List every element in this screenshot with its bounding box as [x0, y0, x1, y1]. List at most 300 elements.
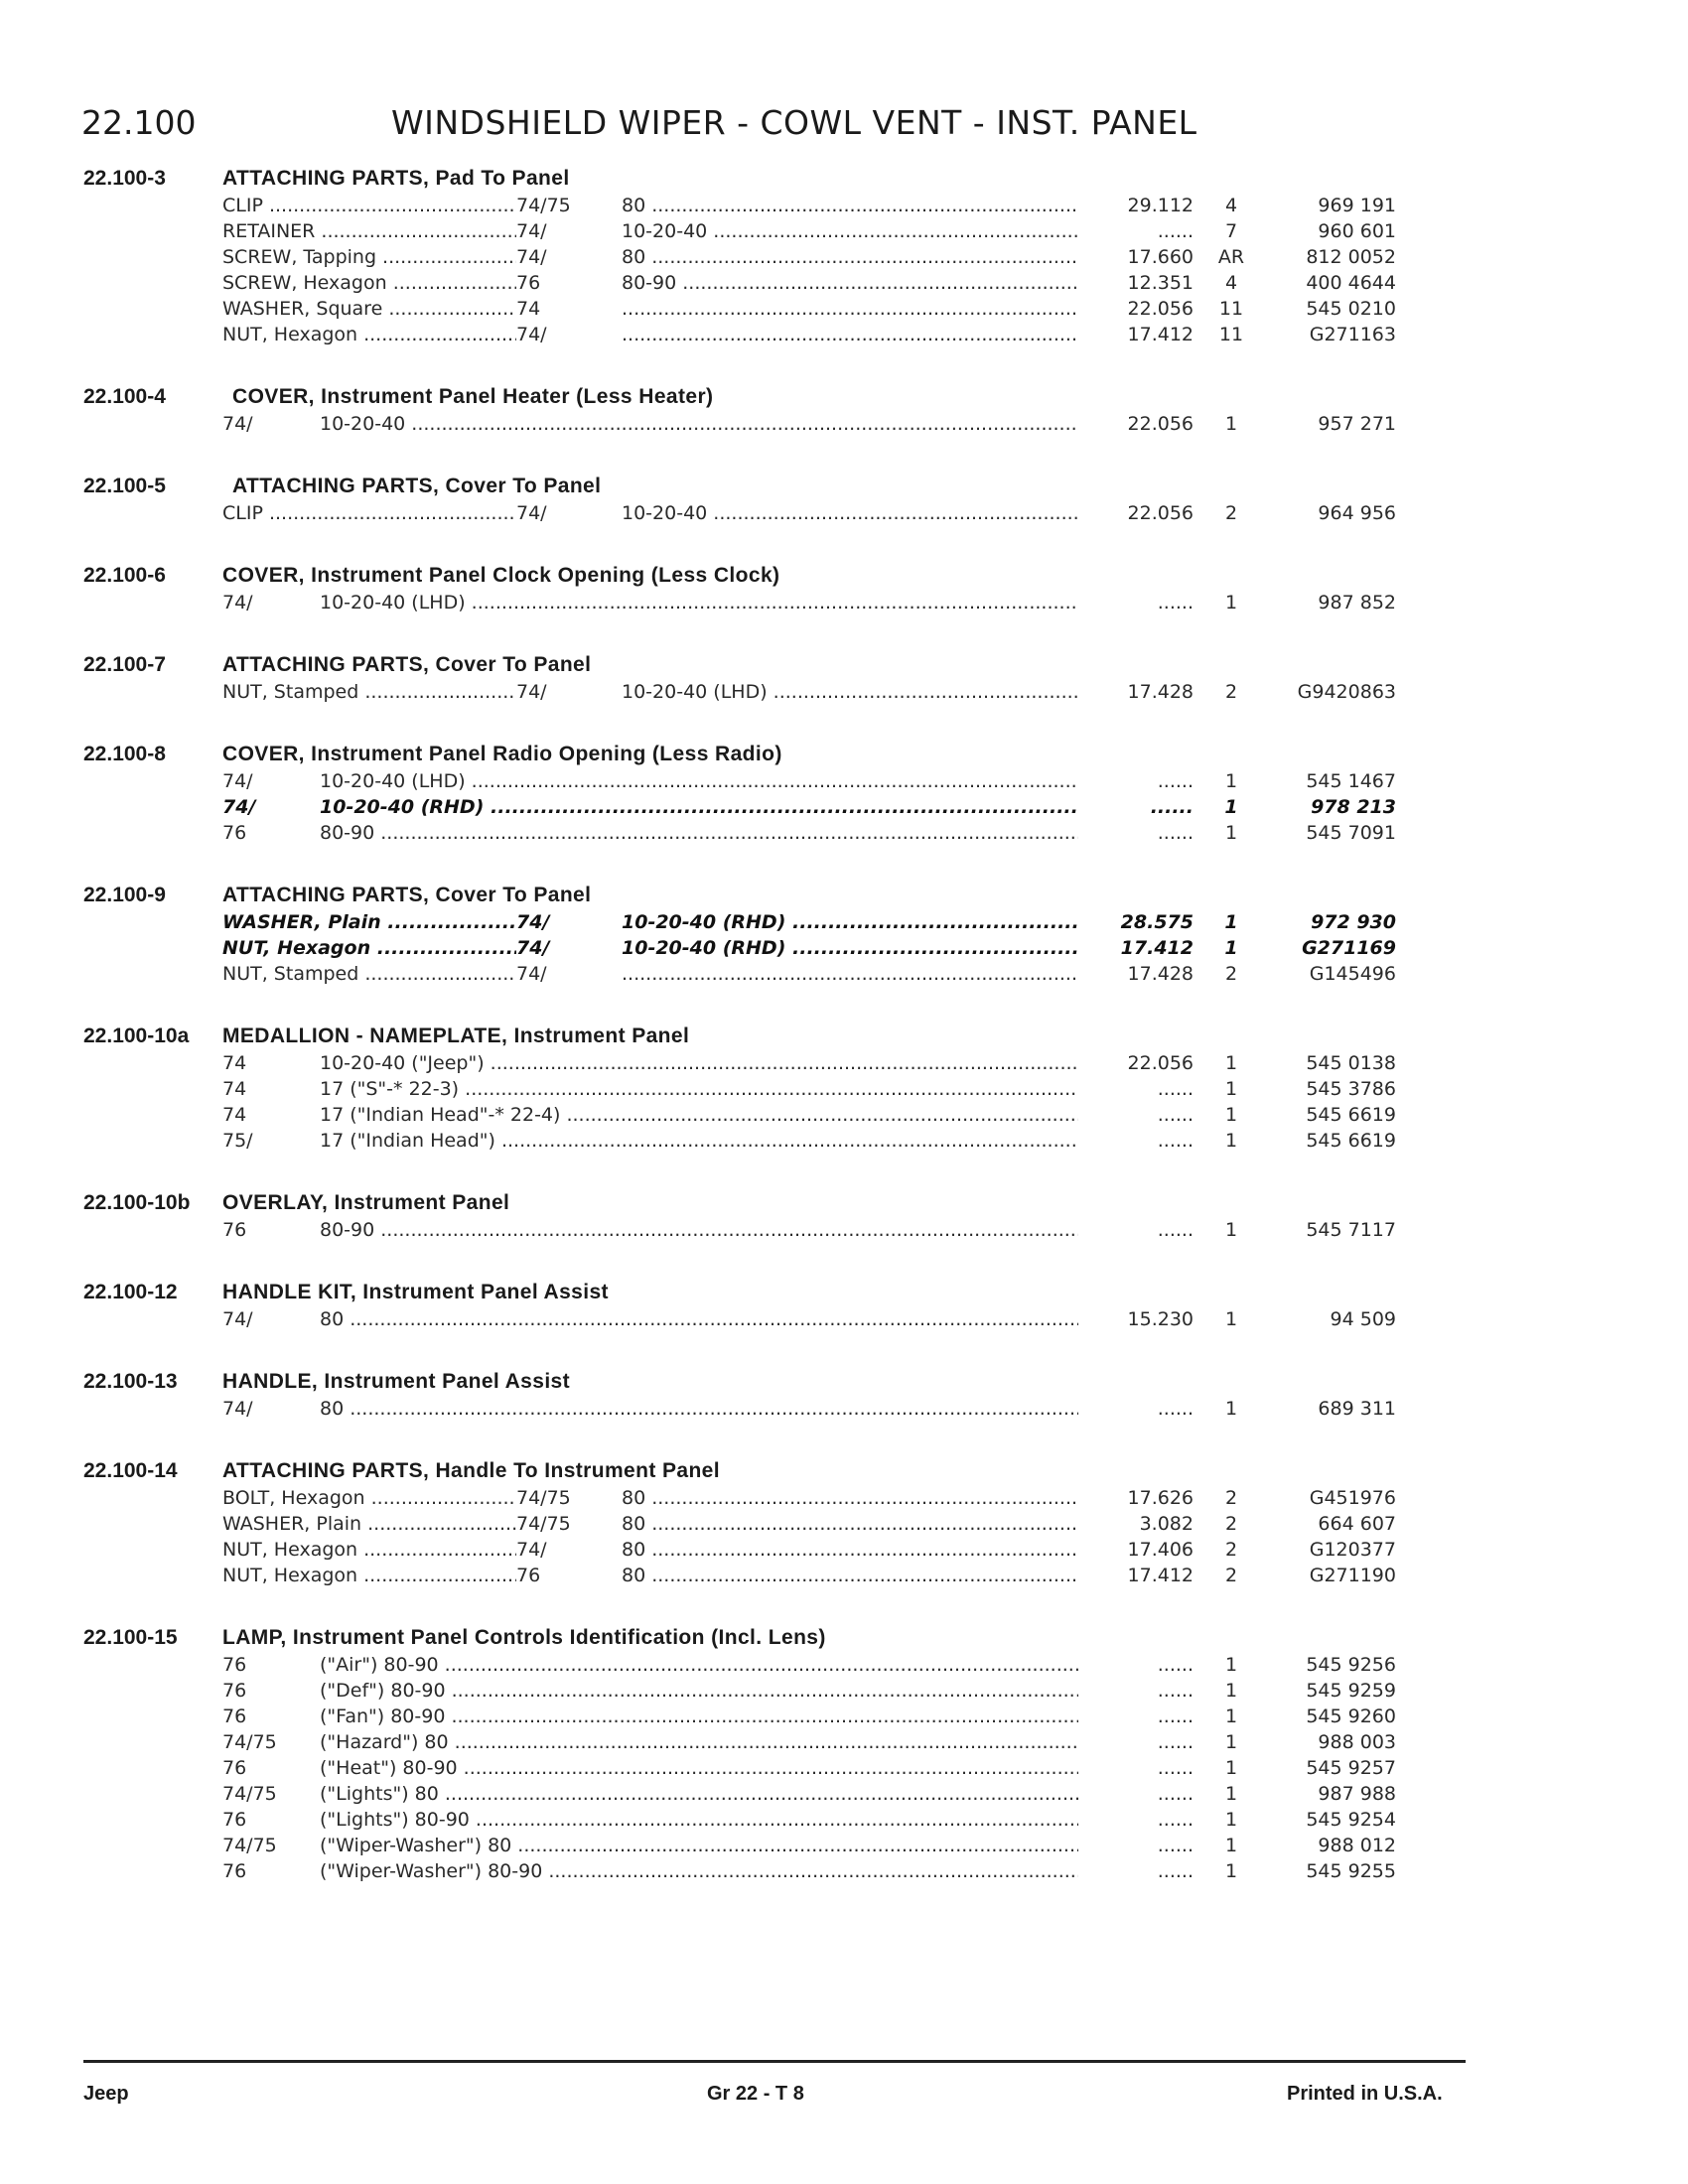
reference-number-text: 29.112: [1127, 195, 1194, 216]
part-row: [0, 1219, 1688, 1245]
quantity-text: 1: [1224, 1308, 1238, 1330]
quantity-text: 1: [1224, 1052, 1238, 1074]
part-application-text: 10-20-40: [320, 413, 406, 435]
quantity-text: 1: [1224, 1731, 1238, 1753]
reference-number: [1082, 1487, 1194, 1509]
group-header: [0, 1024, 1688, 1052]
part-number: [1271, 195, 1396, 216]
part-row: [0, 1130, 1688, 1156]
part-application: [320, 1308, 1078, 1330]
part-name: [222, 220, 516, 242]
part-number: [1271, 1706, 1396, 1727]
reference-number: [1082, 1539, 1194, 1561]
model-code-text: 74: [222, 1078, 247, 1100]
model-code: [516, 298, 616, 320]
part-number-text: 545 9255: [1306, 1860, 1396, 1882]
part-number-text: 545 9254: [1306, 1809, 1396, 1831]
reference-number-text: 17.660: [1127, 246, 1194, 268]
part-application-text: ("Def") 80-90: [320, 1680, 446, 1702]
part-number-text: 960 601: [1318, 220, 1396, 242]
footer-divider: [83, 2060, 1466, 2063]
quantity-text: 1: [1224, 1860, 1238, 1882]
part-application: [622, 502, 1078, 524]
part-number: [1271, 822, 1396, 844]
model-code: [222, 796, 318, 818]
part-number: [1271, 1130, 1396, 1152]
model-code: [516, 963, 616, 985]
quantity-text: 1: [1224, 1219, 1238, 1241]
model-code-text: 74/75: [516, 1513, 571, 1535]
part-name-text: WASHER, Plain: [222, 911, 381, 933]
part-number: [1271, 1052, 1396, 1074]
reference-number-text: ......: [1157, 1654, 1194, 1676]
model-code: [516, 1513, 616, 1535]
part-group: [0, 1626, 1688, 1886]
model-code: [222, 1860, 318, 1882]
model-code-text: 74/: [516, 681, 547, 703]
group-id: 22.100-7: [83, 653, 166, 676]
part-name-text: SCREW, Tapping: [222, 246, 377, 268]
quantity-text: 1: [1224, 1809, 1238, 1831]
model-code: [222, 1757, 318, 1779]
model-code-text: 74/: [222, 413, 253, 435]
quantity: [1207, 272, 1255, 294]
group-header: [0, 475, 1688, 502]
part-number-text: G271169: [1302, 937, 1396, 959]
part-application: [320, 1398, 1078, 1420]
part-name-text: NUT, Hexagon: [222, 937, 371, 959]
model-code: [222, 1052, 318, 1074]
reference-number: [1082, 298, 1194, 320]
part-group: [0, 884, 1688, 989]
part-number: [1271, 1731, 1396, 1753]
part-number: [1271, 246, 1396, 268]
part-application: [622, 963, 1078, 985]
part-number-text: 969 191: [1318, 195, 1396, 216]
part-name-text: SCREW, Hexagon: [222, 272, 387, 294]
part-number-text: 400 4644: [1306, 272, 1396, 294]
quantity: [1207, 1565, 1255, 1586]
quantity-text: 2: [1224, 681, 1238, 703]
part-application: [320, 1809, 1078, 1831]
reference-number: [1082, 1731, 1194, 1753]
quantity: [1207, 1219, 1255, 1241]
part-group: [0, 564, 1688, 617]
part-application-text: 10-20-40: [622, 220, 708, 242]
reference-number-text: ......: [1157, 1219, 1194, 1241]
group-id: 22.100-15: [83, 1626, 178, 1649]
group-header: [0, 1459, 1688, 1487]
quantity-text: 1: [1224, 1757, 1238, 1779]
group-id: 22.100-4: [83, 385, 166, 408]
part-row: [0, 1706, 1688, 1731]
reference-number: [1082, 1513, 1194, 1535]
model-code-text: 76: [222, 1809, 247, 1831]
part-row: [0, 1565, 1688, 1590]
quantity-text: 11: [1218, 324, 1244, 345]
model-code-text: 74/: [222, 796, 256, 818]
part-row: [0, 1731, 1688, 1757]
part-row: [0, 796, 1688, 822]
model-code: [222, 770, 318, 792]
quantity: [1207, 1809, 1255, 1831]
group-header: [0, 1191, 1688, 1219]
quantity-text: 4: [1224, 195, 1238, 216]
reference-number-text: 17.412: [1120, 937, 1194, 959]
part-name-text: NUT, Stamped: [222, 963, 359, 985]
part-number-text: 545 6619: [1306, 1130, 1396, 1152]
quantity: [1207, 1731, 1255, 1753]
reference-number: [1082, 195, 1194, 216]
model-code-text: 74/75: [516, 1487, 571, 1509]
part-group: [0, 1459, 1688, 1590]
reference-number: [1082, 324, 1194, 345]
part-number-text: 988 003: [1318, 1731, 1396, 1753]
part-application: [622, 298, 1078, 320]
model-code: [222, 1809, 318, 1831]
reference-number: [1082, 1835, 1194, 1856]
part-row: [0, 1513, 1688, 1539]
reference-number: [1082, 1860, 1194, 1882]
group-id: 22.100-12: [83, 1281, 178, 1303]
part-name: [222, 911, 516, 933]
model-code: [222, 413, 318, 435]
model-code-text: 74/75: [222, 1835, 277, 1856]
part-application: [622, 324, 1078, 345]
part-row: [0, 681, 1688, 707]
part-number-text: 545 6619: [1306, 1104, 1396, 1126]
part-number: [1271, 413, 1396, 435]
part-name-text: NUT, Hexagon: [222, 324, 358, 345]
reference-number-text: ......: [1157, 1078, 1194, 1100]
part-number: [1271, 1860, 1396, 1882]
part-number: [1271, 1398, 1396, 1420]
group-title: ATTACHING PARTS, Pad To Panel: [222, 167, 570, 190]
part-application: [320, 822, 1078, 844]
part-application: [622, 195, 1078, 216]
quantity-text: 1: [1224, 1654, 1238, 1676]
reference-number: [1082, 1104, 1194, 1126]
part-row: [0, 592, 1688, 617]
reference-number-text: ......: [1157, 1860, 1194, 1882]
part-row: [0, 937, 1688, 963]
group-title: HANDLE, Instrument Panel Assist: [222, 1370, 571, 1393]
quantity-text: 11: [1218, 298, 1244, 320]
part-number: [1271, 1809, 1396, 1831]
reference-number-text: ......: [1157, 1130, 1194, 1152]
part-row: [0, 1757, 1688, 1783]
model-code: [516, 1565, 616, 1586]
part-row: [0, 195, 1688, 220]
reference-number: [1082, 1308, 1194, 1330]
part-application: [622, 681, 1078, 703]
model-code-text: 76: [222, 1706, 247, 1727]
reference-number: [1082, 681, 1194, 703]
part-application: [320, 413, 1078, 435]
part-application-text: 80: [622, 1565, 646, 1586]
reference-number-text: ......: [1157, 822, 1194, 844]
part-number-text: 964 956: [1318, 502, 1396, 524]
part-number-text: 812 0052: [1306, 246, 1396, 268]
model-code: [516, 195, 616, 216]
part-number-text: G271163: [1309, 324, 1396, 345]
model-code: [516, 681, 616, 703]
part-name-text: WASHER, Square: [222, 298, 383, 320]
part-application-text: 10-20-40 (RHD): [622, 911, 786, 933]
quantity-text: 1: [1224, 1680, 1238, 1702]
reference-number: [1082, 413, 1194, 435]
part-number-text: 545 9259: [1306, 1680, 1396, 1702]
model-code-text: 74/: [516, 220, 547, 242]
part-number-text: 988 012: [1318, 1835, 1396, 1856]
part-application: [320, 1860, 1078, 1882]
part-application-text: 80-90: [320, 822, 375, 844]
quantity: [1207, 1513, 1255, 1535]
part-number-text: 978 213: [1311, 796, 1396, 818]
model-code: [516, 324, 616, 345]
group-title: COVER, Instrument Panel Heater (Less Heater): [232, 385, 714, 408]
quantity-text: 2: [1224, 963, 1238, 985]
quantity-text: 1: [1224, 1130, 1238, 1152]
model-code-text: 76: [222, 1757, 247, 1779]
part-name: [222, 681, 516, 703]
reference-number-text: ......: [1157, 592, 1194, 614]
part-application: [622, 1565, 1078, 1586]
part-application-text: 10-20-40 (LHD): [320, 592, 466, 614]
part-number-text: 545 9260: [1306, 1706, 1396, 1727]
model-code-text: 74/75: [516, 195, 571, 216]
part-number: [1271, 1565, 1396, 1586]
quantity-text: 1: [1224, 822, 1238, 844]
part-group: [0, 1281, 1688, 1334]
group-title: LAMP, Instrument Panel Controls Identification (Incl. Lens): [222, 1626, 826, 1649]
part-application-text: 80: [320, 1308, 345, 1330]
reference-number: [1082, 770, 1194, 792]
quantity-text: AR: [1217, 246, 1245, 268]
part-row: [0, 1398, 1688, 1424]
part-name: [222, 195, 516, 216]
part-application-text: ("Wiper-Washer") 80: [320, 1835, 512, 1856]
model-code-text: 76: [222, 822, 247, 844]
model-code: [516, 246, 616, 268]
model-code: [222, 822, 318, 844]
part-application-text: ("Air") 80-90: [320, 1654, 439, 1676]
quantity: [1207, 1783, 1255, 1805]
quantity: [1207, 324, 1255, 345]
model-code: [222, 592, 318, 614]
reference-number-text: 12.351: [1127, 272, 1194, 294]
part-row: [0, 963, 1688, 989]
model-code: [222, 1654, 318, 1676]
reference-number: [1082, 963, 1194, 985]
part-number-text: 545 9256: [1306, 1654, 1396, 1676]
part-application-text: 80-90: [320, 1219, 375, 1241]
quantity: [1207, 1487, 1255, 1509]
reference-number: [1082, 1219, 1194, 1241]
part-number: [1271, 220, 1396, 242]
model-code: [516, 937, 616, 959]
part-application-text: ("Hazard") 80: [320, 1731, 449, 1753]
part-name: [222, 246, 516, 268]
part-name-text: NUT, Hexagon: [222, 1565, 358, 1586]
part-number: [1271, 796, 1396, 818]
part-row: [0, 1104, 1688, 1130]
reference-number-text: ......: [1157, 1757, 1194, 1779]
model-code: [516, 1487, 616, 1509]
part-name: [222, 937, 516, 959]
reference-number: [1082, 1078, 1194, 1100]
part-group: [0, 1191, 1688, 1245]
part-application: [622, 911, 1078, 933]
part-number: [1271, 272, 1396, 294]
model-code-text: 74/: [516, 1539, 547, 1561]
part-application-text: 80-90: [622, 272, 677, 294]
part-application: [622, 1513, 1078, 1535]
part-number: [1271, 1654, 1396, 1676]
part-application-text: 10-20-40 (LHD): [320, 770, 466, 792]
part-group: [0, 743, 1688, 848]
quantity-text: 1: [1224, 1078, 1238, 1100]
part-number: [1271, 1104, 1396, 1126]
reference-number: [1082, 1052, 1194, 1074]
quantity: [1207, 502, 1255, 524]
part-number-text: 545 0210: [1306, 298, 1396, 320]
part-number: [1271, 298, 1396, 320]
part-application: [320, 1104, 1078, 1126]
part-number: [1271, 1835, 1396, 1856]
model-code: [516, 220, 616, 242]
quantity: [1207, 681, 1255, 703]
quantity: [1207, 1757, 1255, 1779]
part-number-text: 957 271: [1318, 413, 1396, 435]
part-name: [222, 272, 516, 294]
group-title: OVERLAY, Instrument Panel: [222, 1191, 510, 1214]
reference-number-text: ......: [1157, 1809, 1194, 1831]
reference-number-text: 22.056: [1127, 298, 1194, 320]
part-application: [320, 1130, 1078, 1152]
part-application-text: ("Fan") 80-90: [320, 1706, 446, 1727]
group-title: COVER, Instrument Panel Radio Opening (Less Radio): [222, 743, 782, 765]
part-row: [0, 1078, 1688, 1104]
model-code-text: 74: [222, 1052, 247, 1074]
part-number: [1271, 324, 1396, 345]
part-number: [1271, 1757, 1396, 1779]
part-application-text: 10-20-40: [622, 502, 708, 524]
quantity: [1207, 1860, 1255, 1882]
part-application-text: ("Lights") 80: [320, 1783, 439, 1805]
quantity-text: 1: [1224, 1783, 1238, 1805]
quantity: [1207, 937, 1255, 959]
part-name: [222, 324, 516, 345]
model-code: [222, 1308, 318, 1330]
part-application: [320, 1757, 1078, 1779]
footer-printed: Printed in U.S.A.: [1287, 2083, 1443, 2105]
quantity-text: 7: [1224, 220, 1238, 242]
model-code-text: 74: [516, 298, 541, 320]
part-application: [320, 1078, 1078, 1100]
quantity: [1207, 1835, 1255, 1856]
group-id: 22.100-10b: [83, 1191, 191, 1214]
part-name: [222, 502, 516, 524]
quantity-text: 1: [1224, 1706, 1238, 1727]
part-application: [320, 1219, 1078, 1241]
part-name: [222, 963, 516, 985]
quantity: [1207, 298, 1255, 320]
quantity-text: 2: [1224, 1513, 1238, 1535]
quantity-text: 1: [1224, 1398, 1238, 1420]
reference-number-text: 22.056: [1127, 1052, 1194, 1074]
part-application-text: 10-20-40 (LHD): [622, 681, 768, 703]
model-code: [516, 1539, 616, 1561]
part-number: [1271, 1487, 1396, 1509]
reference-number: [1082, 937, 1194, 959]
part-row: [0, 272, 1688, 298]
part-row: [0, 1809, 1688, 1835]
quantity: [1207, 592, 1255, 614]
reference-number-text: 15.230: [1127, 1308, 1194, 1330]
part-application: [622, 272, 1078, 294]
part-application: [622, 220, 1078, 242]
part-number: [1271, 1513, 1396, 1535]
group-id: 22.100-8: [83, 743, 166, 765]
model-code: [222, 1078, 318, 1100]
part-number-text: G145496: [1309, 963, 1396, 985]
model-code: [222, 1731, 318, 1753]
quantity-text: 1: [1224, 937, 1238, 959]
reference-number: [1082, 1654, 1194, 1676]
part-name-text: RETAINER: [222, 220, 316, 242]
reference-number: [1082, 1130, 1194, 1152]
quantity-text: 4: [1224, 272, 1238, 294]
reference-number-text: ......: [1150, 796, 1194, 818]
reference-number: [1082, 1565, 1194, 1586]
part-number: [1271, 1078, 1396, 1100]
quantity: [1207, 1654, 1255, 1676]
model-code-text: 74/: [516, 937, 550, 959]
part-name: [222, 1539, 516, 1561]
reference-number-text: 17.412: [1127, 324, 1194, 345]
group-title: ATTACHING PARTS, Cover To Panel: [232, 475, 602, 497]
model-code: [516, 272, 616, 294]
reference-number: [1082, 592, 1194, 614]
model-code-text: 76: [516, 272, 541, 294]
group-id: 22.100-6: [83, 564, 166, 587]
quantity-text: 2: [1224, 1565, 1238, 1586]
model-code-text: 74/: [222, 1398, 253, 1420]
group-header: [0, 385, 1688, 413]
part-application: [320, 1680, 1078, 1702]
part-application: [320, 1731, 1078, 1753]
group-title: ATTACHING PARTS, Handle To Instrument Panel: [222, 1459, 720, 1482]
part-name-text: WASHER, Plain: [222, 1513, 362, 1535]
quantity: [1207, 1130, 1255, 1152]
group-title: HANDLE KIT, Instrument Panel Assist: [222, 1281, 609, 1303]
group-id: 22.100-10a: [83, 1024, 190, 1047]
reference-number: [1082, 502, 1194, 524]
part-application-text: 10-20-40 (RHD): [622, 937, 786, 959]
quantity: [1207, 911, 1255, 933]
reference-number: [1082, 1706, 1194, 1727]
group-id: 22.100-9: [83, 884, 166, 906]
group-header: [0, 884, 1688, 911]
part-application: [622, 937, 1078, 959]
parts-list: [0, 167, 1688, 1922]
part-application: [320, 1706, 1078, 1727]
part-application: [622, 246, 1078, 268]
part-application: [320, 1835, 1078, 1856]
part-number: [1271, 963, 1396, 985]
quantity-text: 1: [1224, 413, 1238, 435]
